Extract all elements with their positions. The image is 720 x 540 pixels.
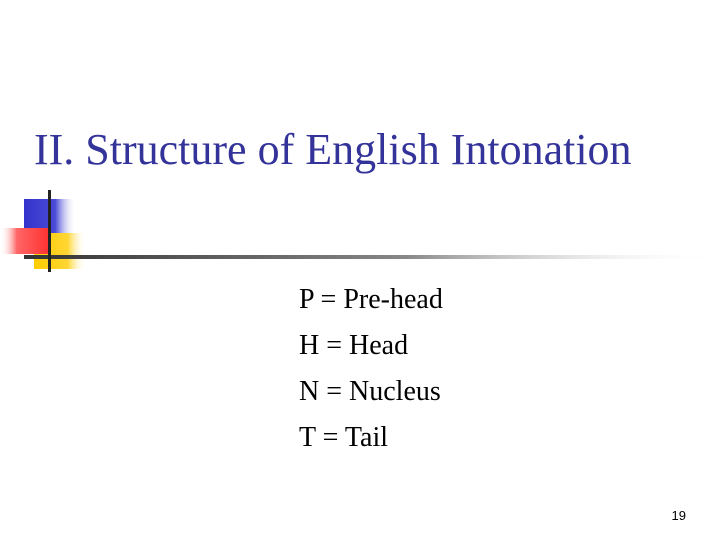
list-item: N = Nucleus <box>299 376 441 407</box>
slide-title: II. Structure of English Intonation <box>34 125 632 174</box>
list-item: P = Pre-head <box>299 284 443 315</box>
red-accent-bar <box>0 228 48 254</box>
list-item: T = Tail <box>299 422 389 453</box>
page-number: 19 <box>671 508 686 523</box>
definition-list <box>299 277 443 461</box>
list-item: H = Head <box>299 330 409 361</box>
vertical-rule-line <box>48 190 51 272</box>
title-rule-line <box>24 255 720 259</box>
